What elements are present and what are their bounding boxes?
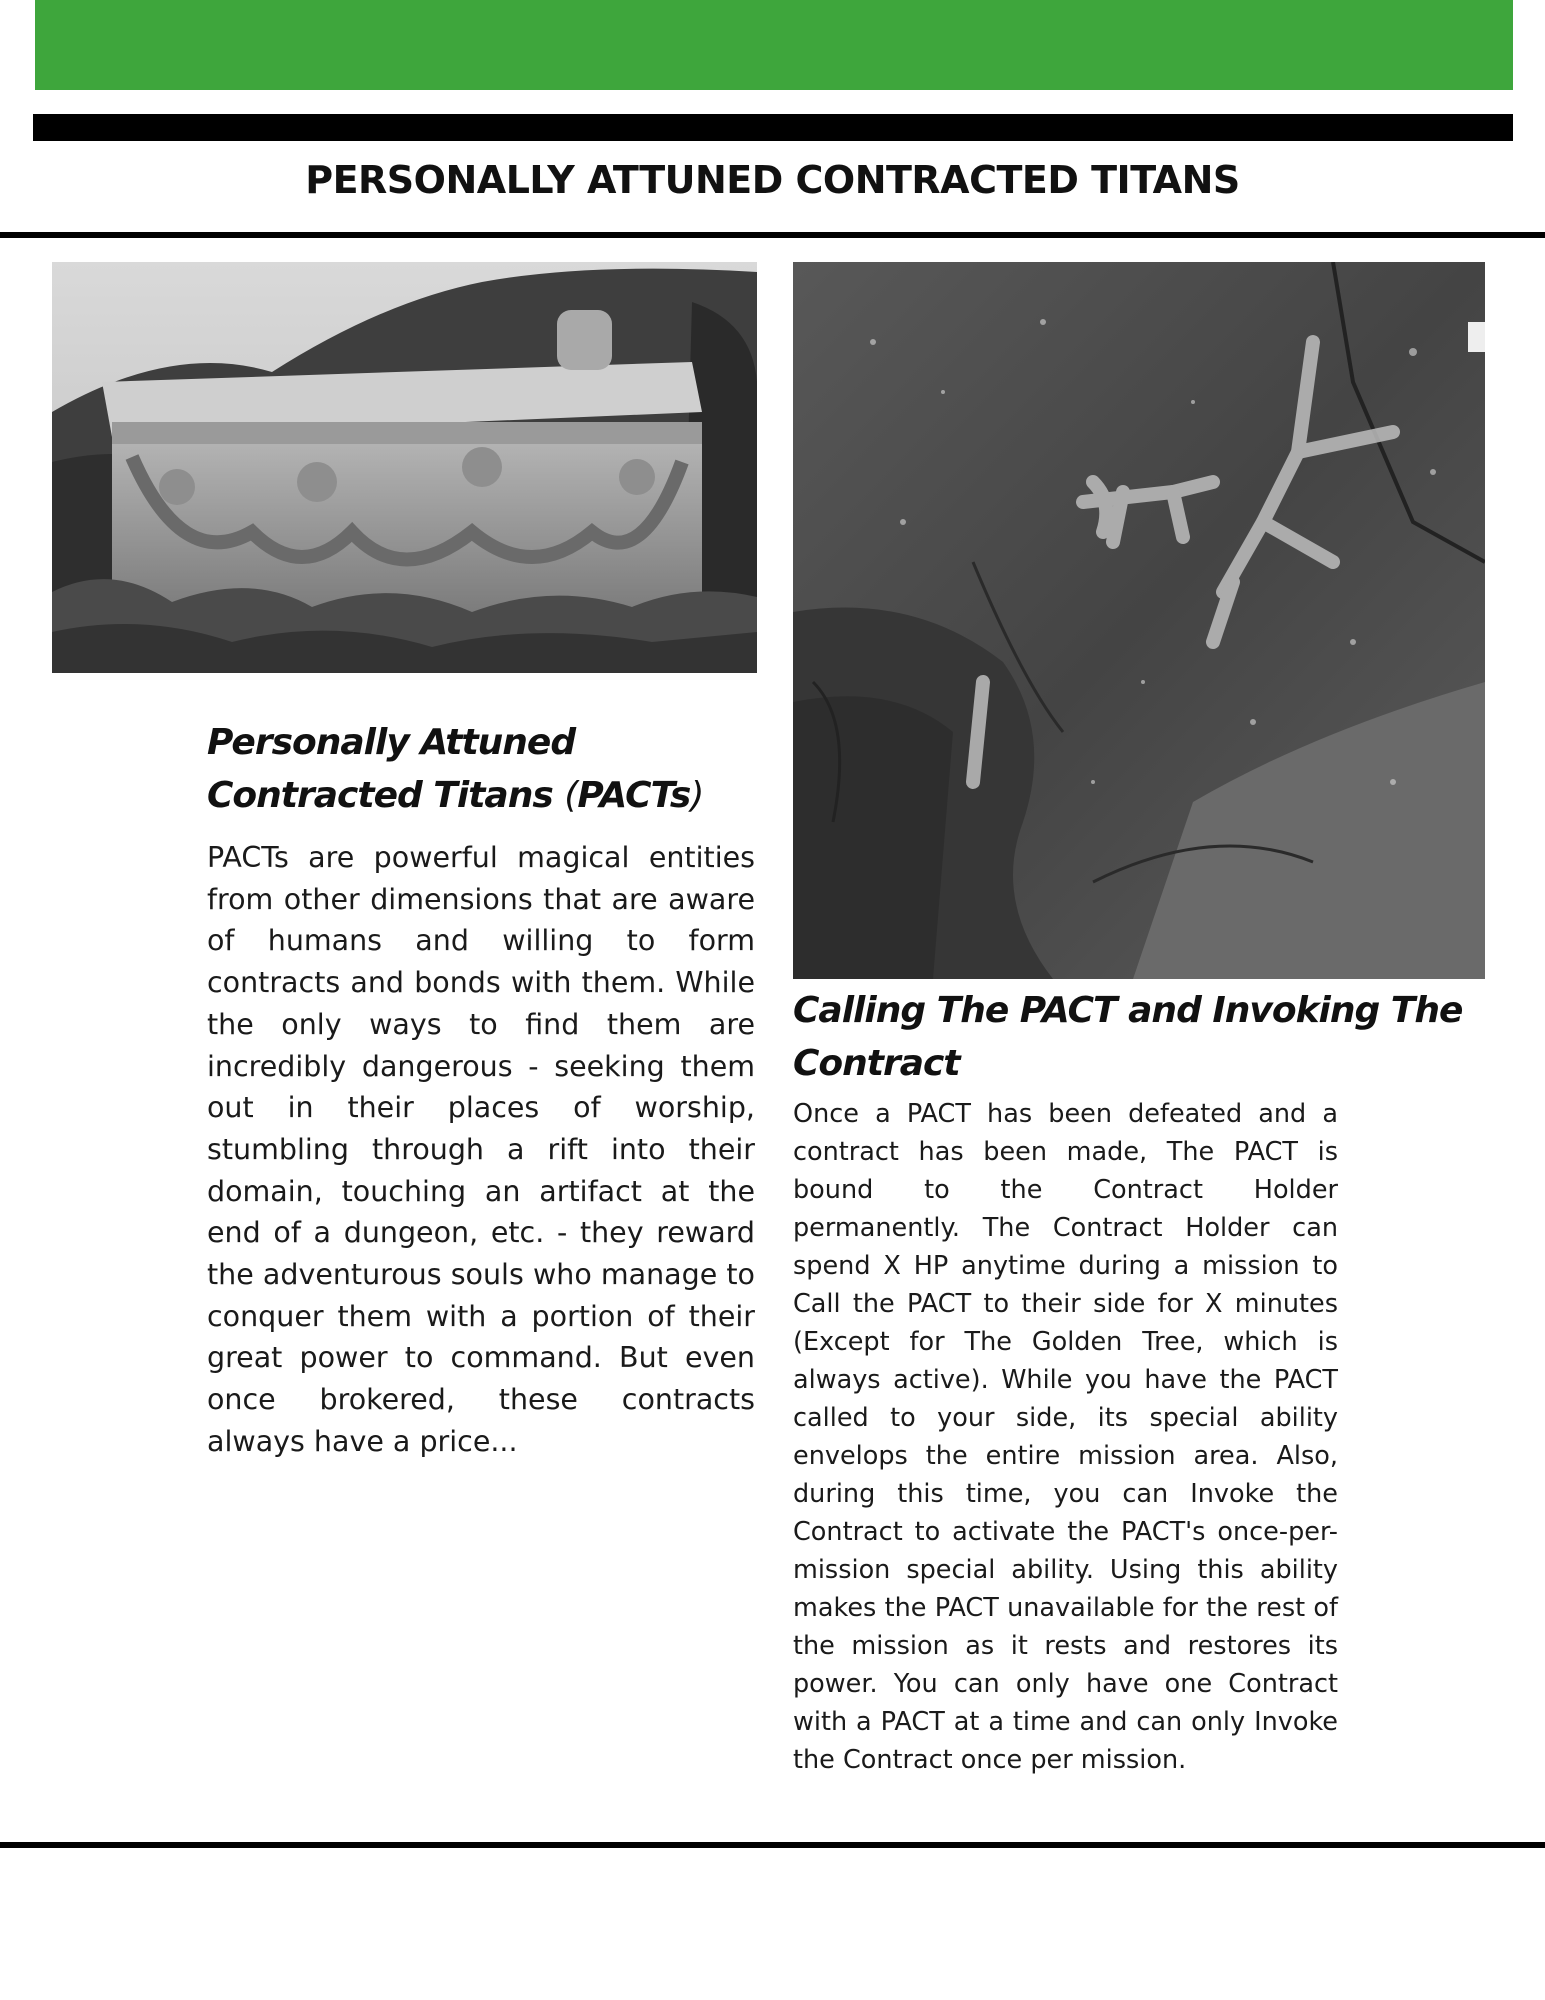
page-title: PERSONALLY ATTUNED CONTRACTED TITANS — [305, 158, 1240, 202]
heading-line-1: Personally Attuned — [207, 722, 576, 763]
heading-paren-open: ( — [564, 775, 578, 816]
bottom-divider — [0, 1842, 1545, 1848]
heading-paren-close: ) — [690, 775, 704, 816]
sarcophagus-photo — [52, 262, 757, 673]
petroglyph-photo — [793, 262, 1485, 979]
header-accent-bar — [35, 0, 1513, 90]
section-heading-pacts — [207, 716, 767, 822]
section-heading-calling-pact: Calling The PACT and Invoking The Contract — [793, 990, 1463, 1084]
heading-line-2: Contracted Titans — [207, 775, 565, 816]
calling-pact-paragraph: Once a PACT has been defeated and a contract has been made, The PACT is bound to the Contract Holder permanently. The Contract Holder can spend X HP anytime during a mission to Call the PACT to their side for X minutes (Except for The Golden Tree, which is always active). While you have the PACT called to your side, its special ability envelops the entire mission area. Also, during this time, you can Invoke the Contract to activate the PACT's once-per-mission special ability. Using this ability makes the PACT unavailable for the rest of the mission as it rests and restores its power. You can only have one Contract with a PACT at a time and can only Invoke the Contract once per mission. — [793, 1099, 1338, 1775]
pacts-intro-paragraph: PACTs are powerful magical entities from other dimensions that are aware of humans and willing to form contracts and bonds with them. While the only ways to find them are incredibly dangerous - seeking them out in their places of worship, stumbling through a rift into their domain, touching an artifact at the end of a dungeon, etc. - they reward the adventurous souls who manage to conquer them with a portion of their great power to command. But even once brokered, these contracts always have a price... — [207, 841, 755, 1458]
top-divider — [0, 232, 1545, 238]
heading-abbr: PACTs — [577, 775, 691, 816]
header-black-bar — [33, 114, 1513, 141]
